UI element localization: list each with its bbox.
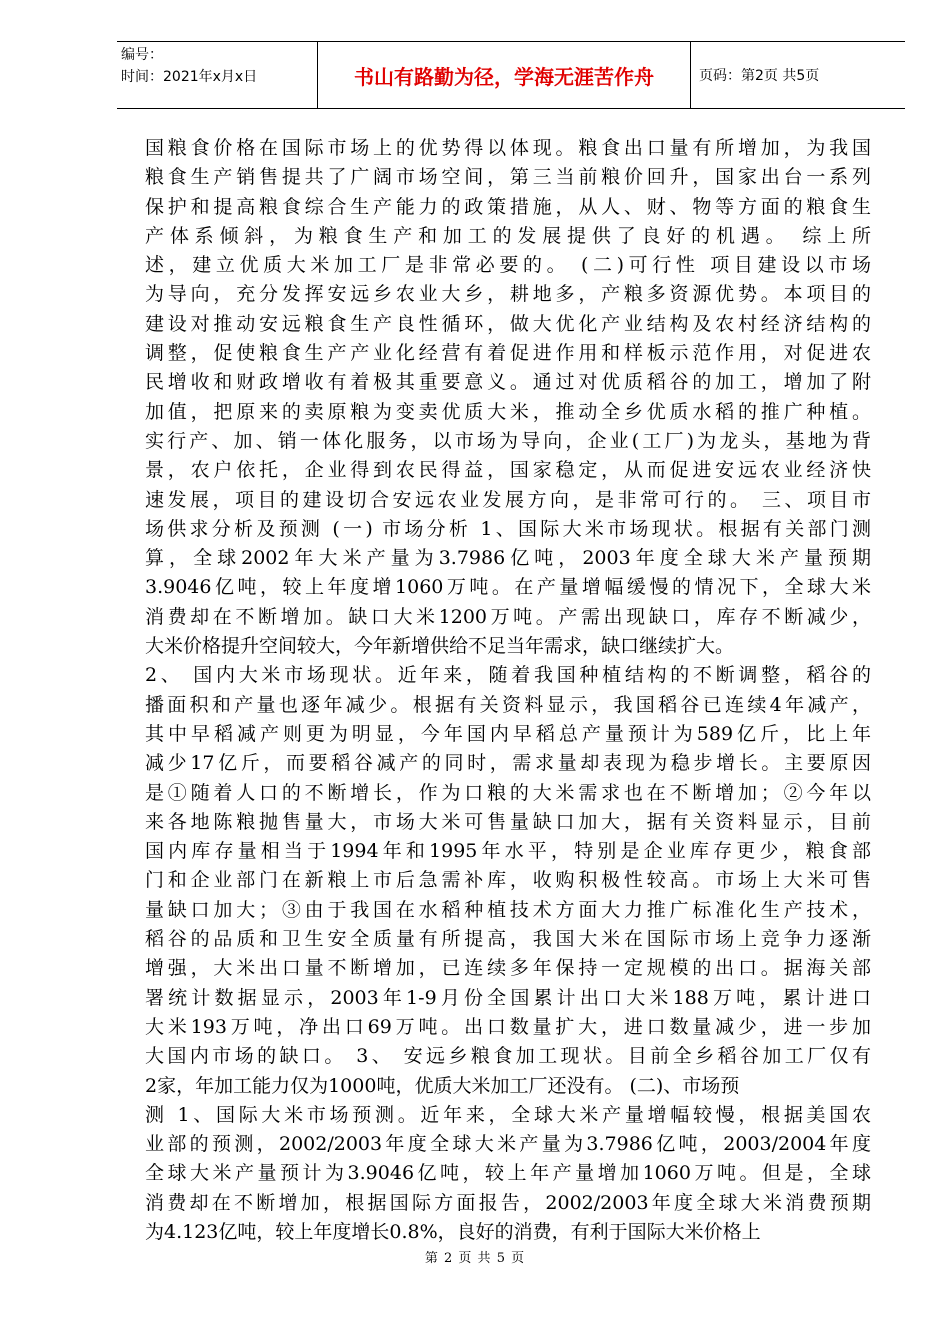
body-line: 大米价格提升空间较大，今年新增供给不足当年需求，缺口继续扩大。: [145, 635, 735, 658]
body-line: 消费却在不断增加。缺口大米1200万吨。产需出现缺口，库存不断减少，: [145, 605, 871, 628]
body-line: 场供求分析及预测 (一) 市场分析 1、国际大米市场现状。根据有关部门测: [145, 517, 871, 540]
body-line: 播面积和产量也逐年减少。根据有关资料显示，我国稻谷已连续4年减产，: [145, 693, 871, 716]
body-line: 民增收和财政增收有着极其重要意义。通过对优质稻谷的加工，增加了附: [145, 371, 871, 394]
body-line: 测 1、国际大米市场预测。近年来，全球大米产量增幅较慢，根据美国农: [145, 1103, 871, 1126]
body-line: 业部的预测，2002/2003年度全球大米产量为3.7986亿吨，2003/2004年度: [145, 1133, 871, 1156]
header-divider-right: [690, 42, 691, 108]
body-line: 3.9046亿吨，较上年度增1060万吨。在产量增幅缓慢的情况下，全球大米: [145, 576, 871, 599]
body-line: 产体系倾斜，为粮食生产和加工的发展提供了良好的机遇。 综上所: [145, 224, 871, 247]
header-number-label: 编号：: [121, 47, 163, 63]
page-header: [117, 41, 905, 109]
document-body: [145, 134, 871, 1247]
body-line: 算，全球2002年大米产量为3.7986亿吨，2003年度全球大米产量预期: [145, 547, 871, 570]
body-line: 其中早稻减产则更为明显，今年国内早稻总产量预计为589亿斤，比上年: [145, 722, 871, 745]
body-line: 保护和提高粮食综合生产能力的政策措施，从人、财、物等方面的粮食生: [145, 195, 871, 218]
body-line: 为4.123亿吨，较上年度增长0.8%，良好的消费，有利于国际大米价格上: [145, 1220, 761, 1243]
body-line: 减少17亿斤，而要稻谷减产的同时，需求量却表现为稳步增长。主要原因: [145, 752, 871, 775]
body-line: 来各地陈粮抛售量大，市场大米可售量缺口加大，据有关资料显示，目前: [145, 810, 871, 833]
body-line: 大米193万吨，净出口69万吨。出口数量扩大，进口数量减少，进一步加: [145, 1015, 871, 1038]
body-line: 景，农户依托，企业得到农民得益，国家稳定，从而促进安远农业经济快: [145, 459, 871, 482]
body-line: 消费却在不断增加，根据国际方面报告，2002/2003年度全球大米消费预期: [145, 1191, 871, 1214]
body-line: 国内库存量相当于1994年和1995年水平，特别是企业库存更少，粮食部: [145, 840, 871, 863]
body-line: 全球大米产量预计为3.9046亿吨，较上年产量增加1060万吨。但是，全球: [145, 1162, 871, 1185]
body-line: 粮食生产销售提共了广阔市场空间，第三当前粮价回升，国家出台一系列: [145, 166, 871, 189]
header-time-label: 时间：2021年x月x日: [121, 69, 258, 85]
body-line: 2、 国内大米市场现状。近年来，随着我国种植结构的不断调整，稻谷的: [145, 664, 871, 687]
body-line: 2家，年加工能力仅为1000吨，优质大米加工厂还没有。 (二)、市场预: [145, 1074, 740, 1097]
body-line: 量缺口加大；③由于我国在水稻种植技术方面大力推广标准化生产技术，: [145, 898, 871, 921]
body-line: 国粮食价格在国际市场上的优势得以体现。粮食出口量有所增加，为我国: [145, 137, 871, 159]
body-line: 门和企业部门在新粮上市后急需补库，收购积极性较高。市场上大米可售: [145, 869, 871, 892]
body-line: 是①随着人口的不断增长，作为口粮的大米需求也在不断增加；②今年以: [145, 781, 871, 804]
body-line: 速发展，项目的建设切合安远农业发展方向，是非常可行的。 三、项目市: [145, 488, 871, 511]
body-line: 建设对推动安远粮食生产良性循环，做大优化产业结构及农村经济结构的: [145, 312, 871, 335]
header-page-info: 页码：第2页 共5页: [699, 68, 820, 84]
body-line: 实行产、加、销一体化服务，以市场为导向，企业(工厂)为龙头，基地为背: [145, 429, 871, 452]
header-motto: 书山有路勤为径，学海无涯苦作舟: [354, 64, 654, 89]
body-line: 调整，促使粮食生产产业化经营有着促进作用和样板示范作用，对促进农: [145, 342, 871, 365]
header-meta: [121, 44, 315, 106]
body-line: 稻谷的品质和卫生安全质量有所提高，我国大米在国际市场上竞争力逐渐: [145, 928, 871, 951]
body-line: 述，建立优质大米加工厂是非常必要的。 (二)可行性 项目建设以市场: [145, 254, 871, 277]
body-line: 增强，大米出口量不断增加，已连续多年保持一定规模的出口。据海关部: [145, 957, 871, 980]
body-line: 署统计数据显示，2003年1-9月份全国累计出口大米188万吨，累计进口: [145, 986, 871, 1009]
body-line: 加值，把原来的卖原粮为变卖优质大米，推动全乡优质水稻的推广种植。: [145, 400, 871, 423]
page-footer: 第 2 页 共 5 页: [424, 1251, 526, 1266]
body-line: 大国内市场的缺口。 3、 安远乡粮食加工现状。目前全乡稻谷加工厂仅有: [145, 1045, 871, 1068]
body-line: 为导向，充分发挥安远乡农业大乡，耕地多，产粮多资源优势。本项目的: [145, 283, 871, 306]
